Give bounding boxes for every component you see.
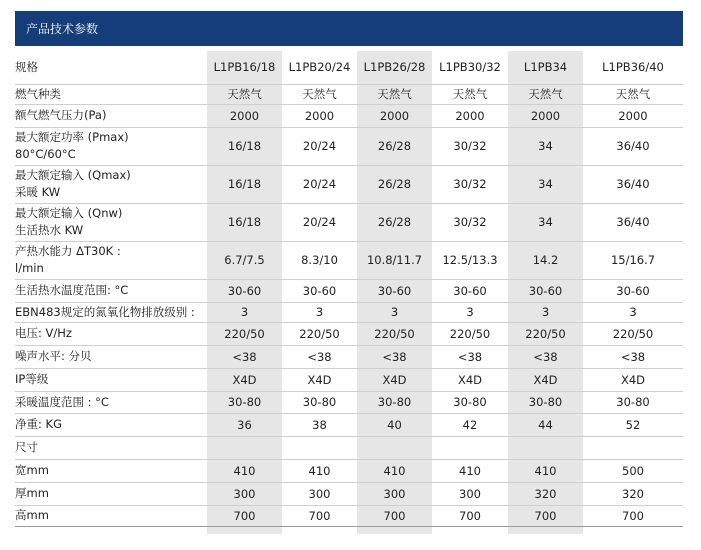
table-cell: <38 (583, 345, 683, 368)
row-label-line: 厚mm (15, 486, 49, 500)
table-cell: 700 (583, 505, 683, 526)
table-cell: X4D (508, 368, 583, 391)
table-cell: X4D (583, 368, 683, 391)
row-label-line: 额气燃气压力(Pa) (15, 108, 107, 122)
column-header: L1PB34 (508, 51, 583, 84)
row-label-line: 宽mm (15, 463, 49, 477)
table-cell: 26/28 (357, 127, 432, 165)
table-cell: 天然气 (207, 84, 282, 104)
table-cell: 天然气 (432, 84, 508, 104)
row-label (15, 203, 207, 241)
spec-table (15, 51, 683, 527)
table-row (15, 203, 683, 241)
table-title: 产品技术参数 (26, 22, 99, 36)
row-label-line: 净重: KG (15, 417, 62, 431)
table-cell: 220/50 (207, 322, 282, 345)
table-cell: 8.3/10 (282, 241, 357, 279)
table-cell: 44 (508, 413, 583, 436)
row-label (15, 345, 207, 368)
table-cell: 30-60 (583, 279, 683, 302)
row-label (15, 459, 207, 482)
table-cell (207, 436, 282, 459)
row-label-line: 燃气种类 (15, 86, 61, 101)
row-label-line: 最大额定输入 (Qnw) (15, 206, 123, 220)
table-cell: 700 (357, 505, 432, 526)
table-cell: 2000 (357, 104, 432, 127)
table-cell: 30/32 (432, 203, 508, 241)
table-cell: 220/50 (583, 322, 683, 345)
table-cell: 16/18 (207, 203, 282, 241)
table-cell: <38 (357, 345, 432, 368)
table-title-bar (15, 11, 683, 46)
table-cell: 16/18 (207, 165, 282, 203)
table-cell: 15/16.7 (583, 241, 683, 279)
table-cell: 410 (282, 459, 357, 482)
table-cell: 410 (508, 459, 583, 482)
table-cell: 2000 (508, 104, 583, 127)
table-row (15, 104, 683, 127)
row-label-line: 采暖 KW (15, 185, 61, 199)
table-cell: 20/24 (282, 127, 357, 165)
table-cell: <38 (508, 345, 583, 368)
table-cell: X4D (357, 368, 432, 391)
table-cell: 3 (432, 302, 508, 322)
table-cell: 700 (508, 505, 583, 526)
table-cell: 36 (207, 413, 282, 436)
table-cell: 3 (282, 302, 357, 322)
table-cell: 30-60 (508, 279, 583, 302)
table-cell: 天然气 (282, 84, 357, 104)
table-cell: 220/50 (282, 322, 357, 345)
table-cell (583, 436, 683, 459)
table-cell: 410 (207, 459, 282, 482)
row-label-line: 生活热水 KW (15, 223, 84, 237)
row-label-line: 尺寸 (15, 440, 38, 454)
table-cell: <38 (432, 345, 508, 368)
table-cell (282, 436, 357, 459)
table-cell: 14.2 (508, 241, 583, 279)
table-cell: 3 (583, 302, 683, 322)
row-label (15, 413, 207, 436)
row-label (15, 127, 207, 165)
table-cell: 2000 (207, 104, 282, 127)
table-cell: 34 (508, 165, 583, 203)
table-cell: X4D (207, 368, 282, 391)
table-cell: 700 (207, 505, 282, 526)
table-cell: 2000 (432, 104, 508, 127)
column-header: L1PB30/32 (432, 51, 508, 84)
table-cell: 20/24 (282, 165, 357, 203)
table-cell: X4D (432, 368, 508, 391)
table-cell: 30-60 (207, 279, 282, 302)
table-row (15, 413, 683, 436)
table-cell: 410 (357, 459, 432, 482)
column-header: L1PB26/28 (357, 51, 432, 84)
row-label (15, 165, 207, 203)
column-header: L1PB16/18 (207, 51, 282, 84)
row-label-line: 噪声水平: 分贝 (15, 349, 92, 363)
table-cell: 26/28 (357, 165, 432, 203)
table-cell: 220/50 (508, 322, 583, 345)
table-row (15, 165, 683, 203)
table-cell: 30-60 (432, 279, 508, 302)
row-label (15, 302, 207, 322)
table-row (15, 391, 683, 413)
row-label (15, 84, 207, 104)
table-cell: 38 (282, 413, 357, 436)
table-cell: 34 (508, 203, 583, 241)
table-cell: 6.7/7.5 (207, 241, 282, 279)
header-label: 规格 (15, 51, 207, 84)
table-cell: 220/50 (357, 322, 432, 345)
table-header-row (15, 51, 683, 84)
table-cell: 26/28 (357, 203, 432, 241)
table-cell: 320 (583, 482, 683, 505)
table-cell (432, 436, 508, 459)
table-row (15, 368, 683, 391)
row-label (15, 279, 207, 302)
table-cell: 天然气 (357, 84, 432, 104)
table-cell: 12.5/13.3 (432, 241, 508, 279)
table-cell: 52 (583, 413, 683, 436)
table-cell: 3 (357, 302, 432, 322)
table-cell: 36/40 (583, 127, 683, 165)
table-cell: 2000 (282, 104, 357, 127)
column-header: L1PB20/24 (282, 51, 357, 84)
column-header: L1PB36/40 (583, 51, 683, 84)
table-cell: 36/40 (583, 165, 683, 203)
table-row (15, 345, 683, 368)
table-cell: 30-80 (207, 391, 282, 413)
table-cell: X4D (282, 368, 357, 391)
row-label (15, 322, 207, 345)
table-cell: 500 (583, 459, 683, 482)
table-row (15, 127, 683, 165)
table-cell: 40 (357, 413, 432, 436)
row-label-line: 最大额定输入 (Qmax) (15, 168, 131, 182)
table-cell: 410 (432, 459, 508, 482)
row-label-line: 产热水能力 ΔT30K : (15, 244, 121, 258)
table-cell (357, 436, 432, 459)
table-cell: 30-80 (282, 391, 357, 413)
table-cell: 30/32 (432, 127, 508, 165)
table-row (15, 459, 683, 482)
row-label-line: 采暖温度范围 : °C (15, 394, 109, 409)
table-row (15, 241, 683, 279)
row-label (15, 241, 207, 279)
row-label-line: IP等级 (15, 372, 49, 386)
row-label-line: 80°C/60°C (15, 147, 76, 161)
row-label (15, 391, 207, 413)
row-label-line: 生活热水温度范围: °C (15, 283, 129, 297)
row-label (15, 482, 207, 505)
row-label-line: 高mm (15, 508, 49, 522)
table-cell: 300 (282, 482, 357, 505)
row-label-line: 最大额定功率 (Pmax) (15, 130, 129, 144)
table-cell: 36/40 (583, 203, 683, 241)
row-label-line: 电压: V/Hz (15, 326, 72, 340)
table-cell: 300 (207, 482, 282, 505)
table-row (15, 84, 683, 104)
table-cell: 700 (432, 505, 508, 526)
table-cell: 3 (207, 302, 282, 322)
table-cell: 16/18 (207, 127, 282, 165)
table-cell: 30-80 (357, 391, 432, 413)
table-cell: 天然气 (583, 84, 683, 104)
table-cell: 30-60 (357, 279, 432, 302)
table-row (15, 279, 683, 302)
table-cell: 30-60 (282, 279, 357, 302)
table-row (15, 505, 683, 526)
table-cell: 300 (357, 482, 432, 505)
table-cell: 220/50 (432, 322, 508, 345)
table-row (15, 482, 683, 505)
table-cell: <38 (282, 345, 357, 368)
row-label (15, 104, 207, 127)
row-label-line: EBN483规定的氮氧化物排放级别 : (15, 304, 195, 319)
table-cell: 天然气 (508, 84, 583, 104)
table-cell: 300 (432, 482, 508, 505)
table-cell: 30-80 (583, 391, 683, 413)
table-cell: <38 (207, 345, 282, 368)
table-cell: 30-80 (432, 391, 508, 413)
table-cell: 2000 (583, 104, 683, 127)
table-cell: 10.8/11.7 (357, 241, 432, 279)
table-cell: 320 (508, 482, 583, 505)
table-cell: 42 (432, 413, 508, 436)
row-label (15, 436, 207, 459)
table-row (15, 436, 683, 459)
table-row (15, 322, 683, 345)
row-label-line: l/min (15, 261, 44, 275)
row-label (15, 505, 207, 526)
table-cell: 3 (508, 302, 583, 322)
table-row (15, 302, 683, 322)
table-cell: 700 (282, 505, 357, 526)
table-cell (508, 436, 583, 459)
table-cell: 20/24 (282, 203, 357, 241)
row-label (15, 368, 207, 391)
table-cell: 34 (508, 127, 583, 165)
table-cell: 30-80 (508, 391, 583, 413)
table-cell: 30/32 (432, 165, 508, 203)
